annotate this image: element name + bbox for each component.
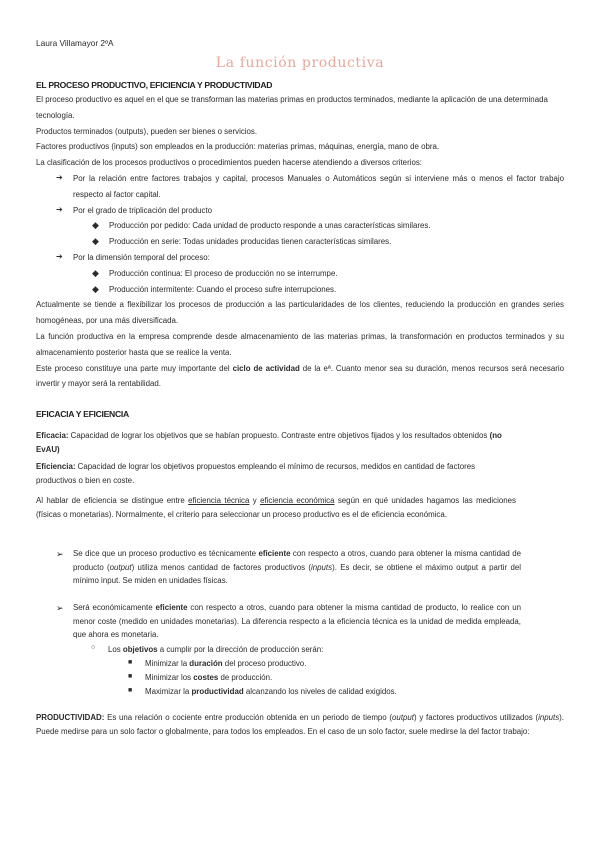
author-name: Laura Villamayor 2ºA: [36, 38, 114, 48]
paragraph-eficiencia: Eficiencia: Capacidad de lograr los objetivos propuestos empleando el mínimo de recursos, medidos en cantidad de factores productivos o bien en coste.: [36, 462, 476, 485]
objetivos-line: Los objetivos a cumplir por la dirección de producción serán:: [108, 645, 324, 654]
paragraph-clasificacion: La clasificación de los procesos productivos o procedimientos pueden hacerse atendiendo a diversos criterios:: [36, 158, 422, 168]
diamond-bullet-icon: ◆: [92, 220, 99, 231]
paragraph-flexibilizar: Actualmente se tiende a flexibilizar los procesos de producción a las particularidades de los clientes, reduciendo la producción en grandes series homogéneas, por una más diversificada.: [36, 300, 564, 326]
square-bullet-icon: ■: [128, 687, 133, 694]
paragraph-hablar: Al hablar de eficiencia se distingue entre eficiencia técnica y eficiencia económica según en qué unidades hagamos las mediciones (físicas o monetarias). Normalmente, el criterio para seleccionar un proceso productivo es el de eficiencia económica.: [36, 496, 516, 519]
arrow-bullet-icon: ➔: [56, 252, 63, 261]
paragraph-productividad: PRODUCTIVIDAD: Es una relación o cociente entre producción obtenida en un periodo de tiempo (output) y factores productivos utilizados (inputs). Puede medirse para un solo factor o globalmente, para todos los empleados. En el caso de un solo factor, suele medirse la del factor trabajo:: [36, 713, 564, 736]
paragraph-funcion: La función productiva en la empresa comprende desde almacenamiento de las materias primas, la transformación en productos terminados y su almacenamiento posterior hasta que se realice la venta.: [36, 332, 564, 357]
criterio-3b: Producción intermitente: Cuando el proceso sufre interrupciones.: [109, 284, 337, 294]
paragraph-definition: El proceso productivo es aquel en el que se transforman las materias primas en productos terminados, mediante la aplicación de una determinada tecnología.: [36, 95, 548, 120]
criterio-1: Por la relación entre factores trabajos y capital, procesos Manuales o Automáticos según si interviene más o menos el factor trabajo respecto al factor capital.: [73, 174, 564, 199]
objetivo-productividad: Maximizar la productividad alcanzando los niveles de calidad exigidos.: [145, 687, 397, 696]
criterio-2b: Producción en serie: Todas unidades producidas tienen características similares.: [109, 237, 392, 247]
criterio-3: Por la dimensión temporal del proceso:: [73, 253, 210, 262]
section-heading-proceso: EL PROCESO PRODUCTIVO, EFICIENCIA Y PRODUCTIVIDAD: [36, 80, 273, 90]
page-title: La función productiva: [215, 55, 385, 71]
criterio-2: Por el grado de triplicación del producto: [73, 205, 213, 215]
circle-bullet-icon: ○: [91, 644, 96, 651]
paragraph-ciclo: Este proceso constituye una parte muy importante del ciclo de actividad de la eª. Cuanto menor sea su duración, menos recursos será necesario invertir y mayor será la rentabilidad.: [36, 363, 565, 389]
objetivo-duracion: Minimizar la duración del proceso productivo.: [145, 659, 307, 668]
diamond-bullet-icon: ◆: [92, 236, 99, 247]
diamond-bullet-icon: ◆: [92, 267, 99, 278]
arrow-bullet-icon: ➢: [56, 603, 64, 613]
section-heading-eficacia: EFICACIA Y EFICIENCIA: [36, 409, 129, 419]
diamond-bullet-icon: ◆: [92, 283, 99, 294]
bullet-eficiencia-economica: Será económicamente eficiente con respecto a otros, cuando para obtener la misma cantidad de producto, lo realice con un menor coste (medido en unidades monetarias). La diferencia respecto a la eficiencia técnica es la unidad de medida empleada, que ahora es monetaria.: [73, 603, 521, 640]
paragraph-eficacia: Eficacia: Capacidad de lograr los objetivos que se habían propuesto. Contraste entre objetivos fijados y los resultados obtenidos (no EvAU): [36, 431, 502, 454]
arrow-bullet-icon: ➢: [56, 549, 64, 559]
criterio-2a: Producción por pedido: Cada unidad de producto responde a unas características similares.: [109, 221, 431, 231]
criterio-3a: Producción continua: El proceso de producción no se interrumpe.: [109, 268, 338, 278]
square-bullet-icon: ■: [128, 659, 133, 666]
arrow-bullet-icon: ➔: [56, 204, 63, 214]
objetivo-costes: Minimizar los costes de producción.: [145, 673, 273, 682]
paragraph-inputs: Factores productivos (inputs) son empleados en la producción: materias primas, máquinas, energía, mano de obra.: [36, 142, 440, 152]
arrow-bullet-icon: ➔: [56, 173, 63, 182]
bullet-eficiencia-tecnica: Se dice que un proceso productivo es técnicamente eficiente con respecto a otros, cuando para obtener la misma cantidad de producto (output) utiliza menos cantidad de factores productivos (inputs). Es decir, se obtiene el máximo output a partir del mínimo input. Se miden en unidades físicas.: [73, 549, 521, 586]
square-bullet-icon: ■: [128, 673, 133, 680]
paragraph-outputs: Productos terminados (outputs), pueden ser bienes o servicios.: [36, 126, 258, 136]
